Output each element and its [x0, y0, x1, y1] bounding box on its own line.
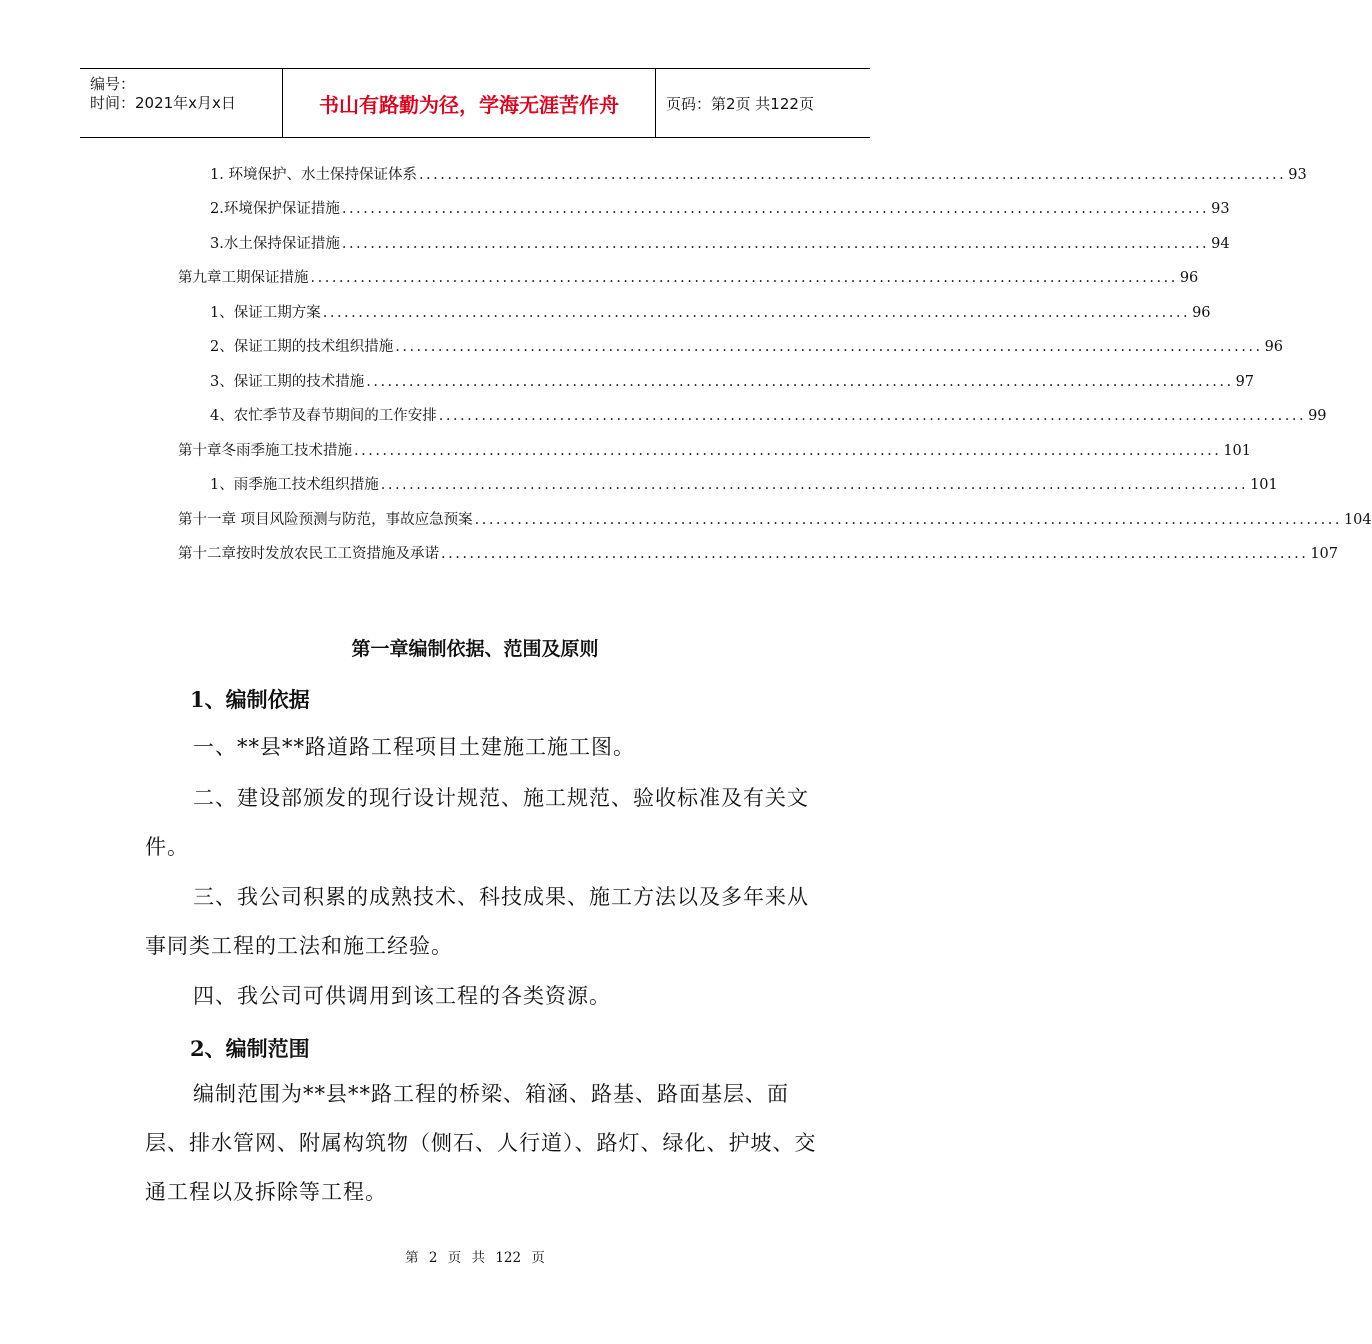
- toc-entry-page: 97: [1235, 374, 1255, 390]
- toc-leader: ..........................................................................................................................: [366, 374, 1234, 390]
- toc-entry-page: 101: [1250, 477, 1278, 493]
- toc-leader: ..........................................................................................................................: [441, 546, 1309, 562]
- toc-entry[interactable]: [210, 335, 1284, 356]
- toc-leader: ..........................................................................................................................: [310, 270, 1178, 286]
- toc-entry-page: 96: [1192, 305, 1211, 321]
- toc-leader: ..........................................................................................................................: [341, 236, 1210, 252]
- paragraph: 三、我公司积累的成熟技术、科技成果、施工方法以及多年来从事同类工程的工法和施工经验。: [145, 885, 809, 958]
- toc-entry-title: 2.环境保护保证措施: [210, 201, 340, 217]
- toc-entry-title: 1、保证工期方案: [210, 305, 321, 321]
- toc-leader: ..........................................................................................................................: [354, 443, 1222, 459]
- toc-entry-page: 93: [1211, 201, 1230, 217]
- toc-leader: ..........................................................................................................................: [418, 167, 1287, 183]
- header-number-label: 编号：: [90, 75, 136, 93]
- toc-entry[interactable]: [178, 266, 1199, 287]
- toc-entry[interactable]: [210, 163, 1307, 184]
- paragraph: 一、**县**路道路工程项目土建施工施工图。: [193, 735, 635, 759]
- page-footer: 第 2 页 共 122 页: [405, 1250, 545, 1266]
- toc-entry-title: 1. 环境保护、水土保持保证体系: [210, 167, 417, 183]
- toc-entry[interactable]: [210, 370, 1255, 391]
- toc-leader: ..........................................................................................................................: [438, 408, 1307, 424]
- header-page-info: 页码：第2页 共122页: [666, 94, 814, 113]
- toc-entry-page: 107: [1310, 546, 1339, 562]
- toc-leader: ..........................................................................................................................: [322, 305, 1191, 321]
- toc-entry[interactable]: [210, 197, 1230, 218]
- toc-entry[interactable]: [178, 439, 1252, 460]
- section-heading: 2、编制范围: [190, 1036, 310, 1061]
- toc-entry-page: 96: [1179, 270, 1199, 286]
- header-motto: 书山有路勤为径，学海无涯苦作舟: [283, 69, 656, 137]
- toc-entry-title: 3、保证工期的技术措施: [210, 374, 365, 390]
- toc-entry-title: 第十一章 项目风险预测与防范，事故应急预案: [178, 512, 473, 528]
- toc-leader: ..........................................................................................................................: [474, 512, 1342, 528]
- toc-entry-title: 第十章冬雨季施工技术措施: [178, 443, 352, 459]
- toc-entry-page: 99: [1308, 408, 1327, 424]
- toc-leader: ..........................................................................................................................: [341, 201, 1210, 217]
- toc-entry[interactable]: [210, 232, 1230, 253]
- toc-entry-page: 104: [1343, 512, 1372, 528]
- toc-entry[interactable]: [210, 404, 1327, 425]
- paragraph: 四、我公司可供调用到该工程的各类资源。: [193, 984, 611, 1008]
- toc-leader: ..........................................................................................................................: [395, 339, 1263, 355]
- paragraph: 二、建设部颁发的现行设计规范、施工规范、验收标准及有关文件。: [145, 786, 809, 859]
- toc-entry-title: 3.水土保持保证措施: [210, 236, 340, 252]
- header-meta: [80, 69, 283, 137]
- page-header: [80, 68, 870, 138]
- header-time-label: 时间：2021年x月x日: [90, 94, 236, 112]
- toc-entry-title: 4、农忙季节及春节期间的工作安排: [210, 408, 437, 424]
- toc-leader: ..........................................................................................................................: [380, 477, 1249, 493]
- toc-entry-title: 1、雨季施工技术组织措施: [210, 477, 379, 493]
- toc-entry-title: 第十二章按时发放农民工工资措施及承诺: [178, 546, 439, 562]
- chapter-title: 第一章编制依据、范围及原则: [351, 638, 599, 660]
- toc-entry-page: 94: [1211, 236, 1230, 252]
- toc-entry[interactable]: [178, 542, 1339, 563]
- toc-entry-title: 2、保证工期的技术组织措施: [210, 339, 394, 355]
- toc-entry-title: 第九章工期保证措施: [178, 270, 309, 286]
- toc-entry-page: 101: [1223, 443, 1252, 459]
- toc-entry[interactable]: [210, 301, 1211, 322]
- toc-entry[interactable]: [210, 473, 1278, 494]
- paragraph: 编制范围为**县**路工程的桥梁、箱涵、路基、路面基层、面层、排水管网、附属构筑物（侧石、人行道）、路灯、绿化、护坡、交通工程以及拆除等工程。: [145, 1082, 817, 1204]
- toc-entry-page: 96: [1264, 339, 1284, 355]
- toc-entry-page: 93: [1288, 167, 1307, 183]
- toc-entry[interactable]: [178, 508, 1372, 529]
- section-heading: 1、编制依据: [190, 687, 310, 712]
